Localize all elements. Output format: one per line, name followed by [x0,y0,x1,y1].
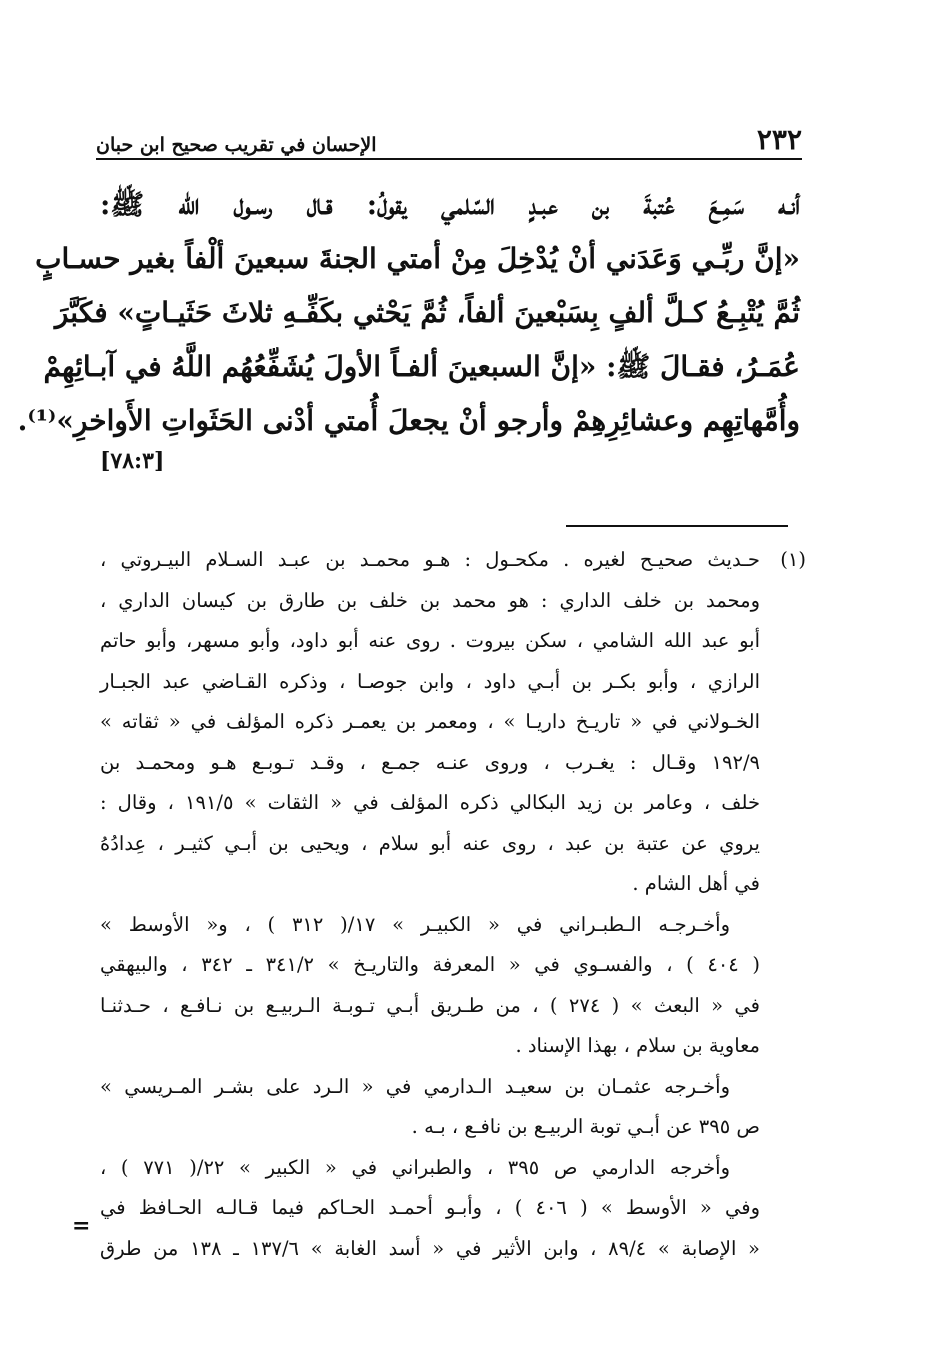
footnote-line [100,986,806,1027]
footnote-line-text: أبو عبد الله الشامي ، سكن بيروت . روى عنه أبو داود، وأبو مسهر، وأبو حاتم [100,629,760,652]
footnote-line [100,864,806,905]
footnote-line [100,1148,806,1189]
footnote-line [100,743,806,784]
hadith-line: ثُمَّ يُتْبِـعُ كـلَّ ألفٍ بِسَبْعينَ ألفاً، ثُمَّ يَحْثي بكَفِّـهِ ثلاثَ حَثَيـاتٍ» فكَبَّرَ [54,296,800,329]
footnote-line-text: وأخرجه الدارمي ص ٣٩٥ ، والطبراني في « الكبير » ٢٢/( ٧٧١ ) ، [100,1155,730,1179]
footnote-line-text: في أهل الشام . [632,872,760,895]
header-rule [96,158,802,160]
footnote-line [100,621,806,662]
footnote-line-text: حـديث صحيـح لغيره . مكحـول : هـو محمـد بن عبـد السـلام البيـروتي ، [100,548,760,571]
footnote-separator [566,525,788,527]
footnote-line [100,1229,806,1270]
footnote-line [100,1026,806,1067]
page-header [96,118,802,156]
footnotes [100,540,806,1269]
footnote-line-text: ص ٣٩٥ عن أبـي توبة الربيـع بن نافـع ، بـه . [411,1115,760,1138]
footnote-line-text: معاوية بن سلام ، بهذا الإسناد . [515,1034,760,1057]
footnote-line [100,1107,806,1148]
hadith-line: «إنَّ ربِّـي وَعَدَني أنْ يُدْخِلَ مِنْ أمتي الجنةَ سبعينَ ألْفاً بغير حسـابٍ [35,242,800,275]
footnote-line-text: في « البعث » ( ٢٧٤ ) ، من طـريق أبـي تـوبـة الـربيـع بن نـافـع ، حـدثنـا [100,993,761,1017]
footnote-line [100,581,806,622]
running-title: الإحسان في تقريب صحيح ابن حبان [96,134,377,156]
footnote-line [100,1188,806,1229]
hadith-line: وأُمَّهاتِهِم وعشائِرِهِمْ وأرجو أنْ يجعلَ أُمتي أدْنى الحَثَواتِ الأَواخرِ»⁽¹⁾. [17,404,800,437]
page-number: ٢٣٢ [756,123,802,156]
footnote-line-text: الرازي ، وأبو بكـر بن أبـي داود ، وابن جوصـا ، وذكره القـاضي عبد الجبـار [100,669,760,693]
hadith-line: عُمَـرُ، فقـالَ ﷺ: «إنَّ السبعينَ ألفـاً الأولَ يُشَفِّعُهُم اللَّهُ في آبـائِهِمْ [43,350,800,383]
footnote-line-text: ومحمد بن خلف الداري : هو محمد بن خلف بن طارق بن كيسان الداري ، [100,588,760,612]
footnote-line-text: ١٩٢/٩ وقـال : يغـرب ، وروى عنـه جمـع ، وقـد تـوبـع هـو ومحمـد بن [100,750,760,774]
footnote-line [100,905,806,946]
footnote-line [100,662,806,703]
footnote-line-text: ( ٤٠٤ ) ، والفسـوي في « المعرفة والتاريـخ » ٣٤١/٢ ـ ٣٤٢ ، والبيهقي [100,953,760,976]
footnote-line-text: وأخـرجـه الـطبـراني في « الكبيـر » ١٧/( ٣١٢ ) ، و« الأوسط » [100,912,730,936]
footnote-line-text: خلف ، وعامر بن زيد البكالي ذكره المؤلف في « الثقات » ١٩١/٥ ، وقال : [100,791,760,814]
footnote-line-text: وفي « الأوسط » ( ٤٠٦ ) ، وأبـو أحمـد الحـاكم فيما قـالـه الحـافظ في [100,1196,760,1219]
footnote-line [100,824,806,865]
footnote-marker: (١) [780,548,806,571]
footnote-line-text: يروي عن عتبة بن عبد ، روى عنه أبو سلام ، ويحيى بن أبـي كثيـر ، عِدادُهُ [100,831,760,855]
footnote-line [100,783,806,824]
hadith-line: أنـه سَمِـعَ عُتبةَ بن عبـدٍ السّلمي يقولُ: قـال رسـول الله ﷺ: [100,188,800,221]
footnote-line [100,540,806,581]
footnote-line-text: الخـولاني في « تاريـخ داريـا » ، ومعمر بن يعمـر ذكره المؤلف في « ثقاته » [100,710,760,733]
footnote-line [100,702,806,743]
hadith-reference: [٧٨:٣] [100,448,165,474]
footnote-line [100,1067,806,1108]
hadith-text [17,178,800,448]
continuation-mark: = [72,1213,91,1239]
footnote-line-text: وأخـرجه عثمـان بن سعيـد الـدارمي في « الـرد على بشـر المـريسي » [100,1074,730,1098]
footnote-line [100,945,806,986]
footnote-line-text: « الإصابة » ٨٩/٤ ، وابن الأثير في « أسد الغابة » ١٣٧/٦ ـ ١٣٨ من طرق [100,1236,760,1260]
